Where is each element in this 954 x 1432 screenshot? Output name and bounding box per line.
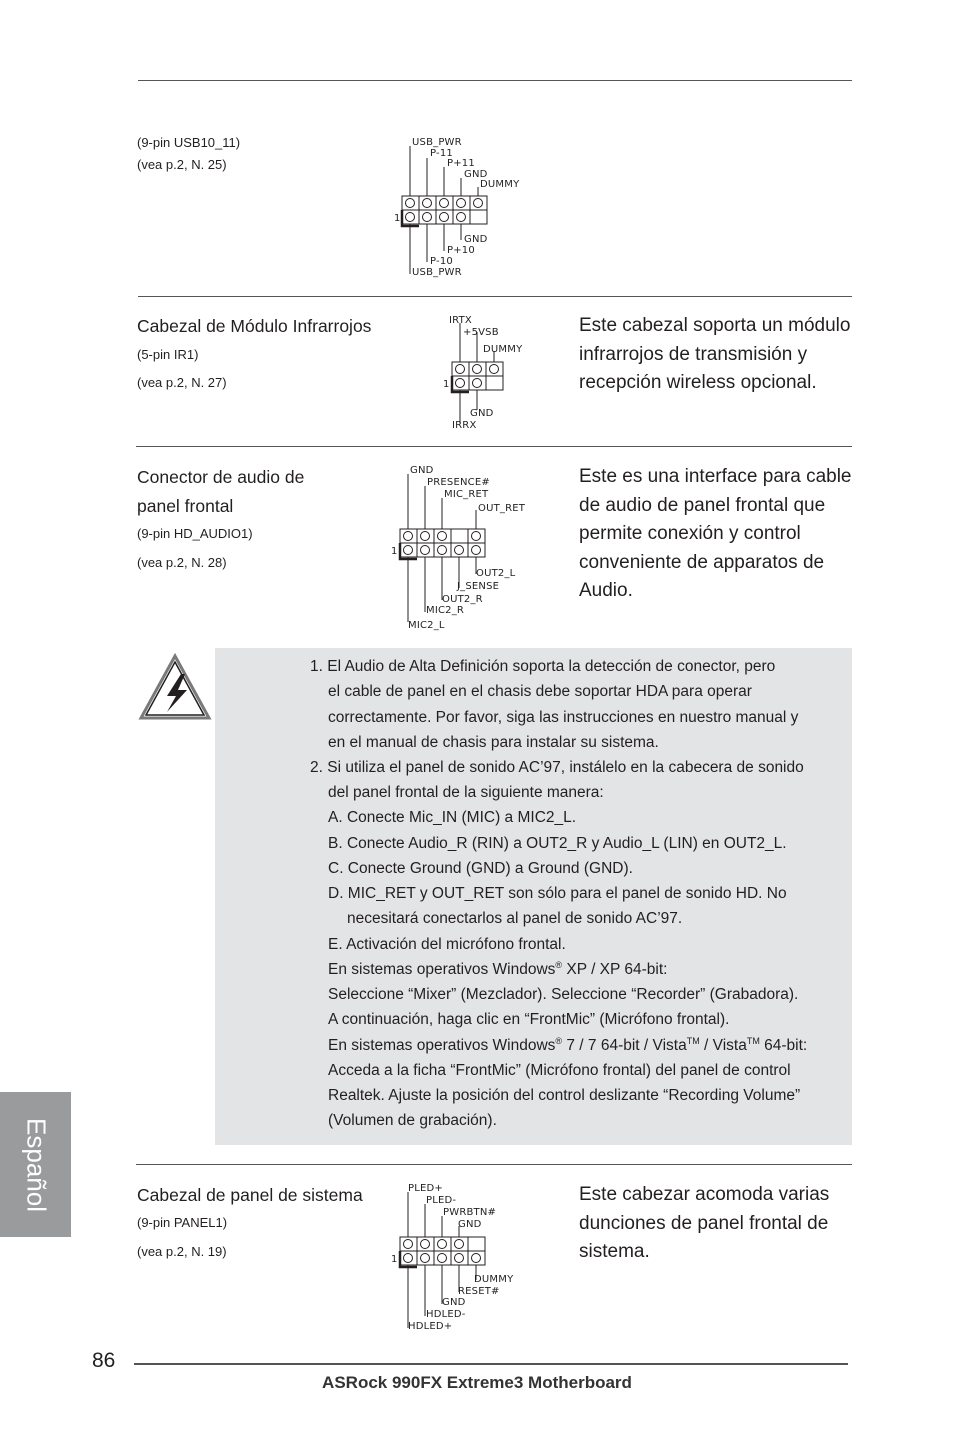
pin-label: RESET#	[458, 1286, 500, 1297]
top-rule	[138, 80, 852, 81]
section-divider	[136, 446, 852, 447]
high-voltage-warning-icon	[137, 652, 213, 722]
pin-label: +5VSB	[463, 327, 499, 338]
usb-pin-label: (9-pin USB10_11)	[137, 135, 241, 150]
pin-label: GND	[458, 1219, 482, 1230]
pin-label: GND	[470, 408, 494, 419]
note-line: (Volumen de grabación).	[328, 1112, 497, 1129]
pin-label: HDLED-	[426, 1309, 466, 1320]
language-side-tab	[0, 1092, 71, 1237]
note-line: C. Conecte Ground (GND) a Ground (GND).	[328, 860, 633, 877]
note-line: E. Activación del micrófono frontal.	[328, 936, 566, 953]
side-tab-label: Español	[21, 1117, 51, 1212]
note-line: En sistemas operativos Windows® XP / XP 64-bit:	[328, 959, 668, 978]
panel-header-description: Este cabezar acomoda varias dunciones de panel frontal de sistema.	[579, 1184, 830, 1263]
pin-label: P+11	[447, 158, 475, 169]
pin-label: GND	[442, 1297, 466, 1308]
pin-label: J_SENSE	[457, 581, 500, 592]
audio-pin-label: (9-pin HD_AUDIO1)	[137, 526, 253, 541]
note-line: necesitará conectarlos al panel de sonido AC’97.	[347, 910, 683, 927]
pin-label: OUT_RET	[478, 503, 526, 514]
pin-label: OUT2_R	[442, 594, 483, 605]
usb-header-diagram	[390, 134, 540, 279]
audio-header-description: Este es una interface para cable de audio de panel frontal que permite conexión y control conveniente de apparatos de Audio.	[579, 466, 852, 602]
pin-label: HDLED+	[408, 1321, 453, 1332]
pin-one-marker: 1	[443, 379, 450, 390]
note-line: 2. Si utiliza el panel de sonido AC’97, instálelo en la cabecera de sonido	[310, 759, 804, 776]
usb-page-ref: (vea p.2, N. 25)	[137, 157, 227, 172]
panel-page-ref: (vea p.2, N. 19)	[137, 1244, 227, 1259]
ir-header-diagram	[440, 313, 550, 431]
panel-header-diagram	[388, 1180, 538, 1332]
pin-one-marker: 1	[391, 1254, 398, 1265]
note-line: Seleccione “Mixer” (Mezclador). Seleccione “Recorder” (Grabadora).	[328, 986, 799, 1003]
pin-label: IRTX	[449, 315, 472, 326]
footer-title: ASRock 990FX Extreme3 Motherboard	[322, 1373, 632, 1392]
pin-one-marker: 1	[391, 546, 398, 557]
ir-page-ref: (vea p.2, N. 27)	[137, 375, 227, 390]
note-line: del panel frontal de la siguiente manera:	[328, 784, 604, 801]
panel-pin-label: (9-pin PANEL1)	[137, 1215, 228, 1230]
note-line: A. Conecte Mic_IN (MIC) a MIC2_L.	[328, 809, 577, 826]
pin-label: MIC_RET	[444, 489, 489, 500]
pin-label: GND	[410, 465, 434, 476]
pin-label: PLED-	[426, 1195, 457, 1206]
pin-label: OUT2_L	[476, 568, 516, 579]
note-line: Acceda a la ficha “FrontMic” (Micrófono frontal) del panel de control	[328, 1062, 791, 1079]
pin-one-marker: 1	[394, 213, 401, 224]
note-line: D. MIC_RET y OUT_RET son sólo para el panel de sonido HD. No	[328, 885, 787, 902]
note-line: en el manual de chasis para instalar su sistema.	[328, 734, 659, 751]
ir-pin-label: (5-pin IR1)	[137, 347, 199, 362]
audio-header-title: panel frontal	[137, 496, 234, 516]
footer-rule	[134, 1363, 848, 1365]
note-line: Realtek. Ajuste la posición del control deslizante “Recording Volume”	[328, 1087, 801, 1104]
audio-header-title: Conector de audio de	[137, 467, 305, 487]
audio-page-ref: (vea p.2, N. 28)	[137, 555, 227, 570]
ir-header-title: Cabezal de Módulo Infrarrojos	[137, 316, 372, 336]
pin-label: MIC2_R	[426, 605, 465, 616]
pin-label: USB_PWR	[412, 267, 462, 278]
pin-label: PRESENCE#	[427, 477, 490, 488]
pin-label: DUMMY	[483, 344, 523, 355]
pin-label: PWRBTN#	[443, 1207, 497, 1218]
pin-label: MIC2_L	[408, 620, 445, 631]
section-divider	[136, 1164, 852, 1165]
note-line: En sistemas operativos Windows® 7 / 7 64-bit / Vista™ / Vista™ 64-bit:	[328, 1035, 808, 1054]
note-line: B. Conecte Audio_R (RIN) a OUT2_R y Audio_L (LIN) en OUT2_L.	[328, 835, 787, 852]
pin-label: IRRX	[452, 420, 477, 431]
panel-header-title: Cabezal de panel de sistema	[137, 1185, 363, 1205]
note-line: correctamente. Por favor, siga las instrucciones en nuestro manual y	[328, 709, 799, 726]
note-line: 1. El Audio de Alta Definición soporta la detección de conector, pero	[310, 658, 776, 675]
pin-label: P+10	[447, 245, 475, 256]
note-line: el cable de panel en el chasis debe soportar HDA para operar	[328, 683, 752, 700]
pin-label: PLED+	[408, 1183, 443, 1194]
note-line: A continuación, haga clic en “FrontMic” (Micrófono frontal).	[328, 1011, 730, 1028]
pin-label: DUMMY	[480, 179, 520, 190]
pin-label: P-10	[430, 256, 453, 267]
pin-label: USB_PWR	[412, 137, 462, 148]
pin-label: GND	[464, 169, 488, 180]
ir-header-description: Este cabezal soporta un módulo infrarrojos de transmisión y recepción wireless opcional.	[579, 315, 851, 394]
pin-label: DUMMY	[474, 1274, 514, 1285]
page-number: 86	[92, 1349, 116, 1372]
section-divider	[138, 296, 852, 297]
pin-label: P-11	[430, 148, 453, 159]
audio-header-diagram	[388, 462, 538, 634]
pin-label: GND	[464, 234, 488, 245]
